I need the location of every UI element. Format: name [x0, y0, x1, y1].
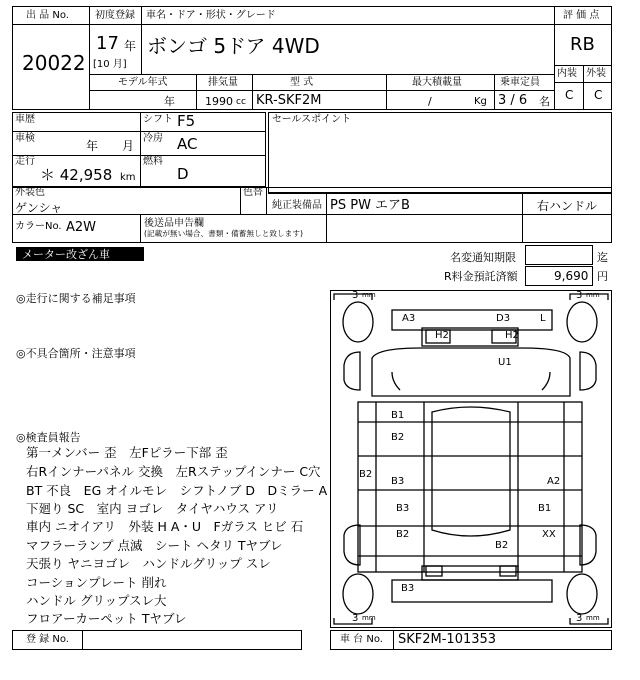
fuel-value: D	[177, 165, 189, 183]
inspector-line: マフラーランプ 点滅 シート ヘタリ Tヤブレ	[26, 538, 283, 553]
color-change-label: 色替	[243, 187, 263, 198]
reg-declared-label: 後送品申告欄	[144, 218, 204, 229]
damage-code: H2	[435, 330, 449, 341]
damage-code: A2	[547, 476, 561, 487]
name-change-box	[525, 245, 593, 265]
reg-no-label: 登 録 No.	[26, 634, 69, 645]
load-unit: Kg	[474, 96, 487, 107]
mileage-value: ＊ 42,958	[40, 166, 113, 184]
defect-label: ◎不具合箇所・注意事項	[16, 347, 136, 360]
inspector-line: 天張り ヤニヨゴレ ハンドルグリップ スレ	[26, 556, 271, 571]
fuel-label: 燃料	[143, 156, 163, 167]
inspector-label: ◎検査員報告	[16, 431, 81, 444]
load-label: 最大積載量	[412, 77, 462, 88]
shift-label: シフト	[143, 114, 173, 125]
inspector-line: フロアーカーペット Tヤブレ	[26, 611, 187, 626]
tire-bl-tread: 3	[352, 613, 359, 624]
genuine-equip-label: 純正装備品	[272, 200, 322, 211]
eval-label: 評 価 点	[563, 10, 600, 21]
inspector-line: 第一メンバー 歪 左Fピラー下部 歪	[26, 445, 228, 460]
damage-code: D3	[496, 313, 511, 324]
interior-label: 内装	[557, 68, 577, 79]
damage-code: B1	[538, 503, 552, 514]
inspector-line: 下廻り SC 室内 ヨゴレ タイヤハウス アリ	[26, 501, 279, 516]
name-label: 車名・ドア・形状・グレード	[146, 10, 276, 21]
ac-label: 冷房	[143, 133, 163, 144]
name-change-unit: 迄	[597, 251, 608, 264]
inspector-line: BT 不良 EG オイルモレ シフトノブ D Dミラー A	[26, 483, 328, 498]
type-label: 型 式	[290, 77, 314, 88]
car-name: ボンゴ 5ドア 4WD	[147, 34, 320, 58]
displacement: 1990	[205, 95, 233, 108]
damage-code: L	[540, 313, 546, 324]
recycle-unit: 円	[597, 270, 608, 283]
chassis-label: 車 台 No.	[340, 634, 383, 645]
shift-value: F5	[177, 112, 196, 130]
inspector-line: 車内 ニオイアリ 外装 H A・U Fガラス ヒビ 石	[26, 519, 304, 534]
name-change-label: 名変通知期限	[450, 251, 516, 264]
damage-code: B2	[495, 540, 509, 551]
mileage-label: 走行	[15, 156, 35, 167]
capacity-label: 乗車定員	[500, 77, 540, 88]
tire-tl-unit: mm	[362, 291, 376, 299]
recycle-amount: 9,690	[554, 269, 589, 283]
inspection-label: 車検	[15, 133, 35, 144]
inspector-line: 右Rインナーパネル 交換 左Rステップインナー C穴	[26, 464, 321, 479]
chassis-number: SKF2M-101353	[398, 632, 497, 647]
mileage-unit: km	[120, 172, 136, 183]
car-outline-diagram	[330, 290, 612, 628]
color-no-value: A2W	[66, 220, 97, 235]
interior-grade: C	[565, 88, 574, 102]
damage-code: A3	[402, 313, 416, 324]
capacity-value: 3 / 6	[498, 93, 528, 108]
load-sep: /	[428, 95, 432, 108]
color-no-label: カラーNo.	[15, 221, 62, 232]
damage-code: B3	[391, 476, 405, 487]
inspection-month: 月	[122, 139, 135, 153]
first-reg-year: 17	[96, 33, 119, 54]
capacity-unit: 名	[539, 95, 550, 108]
exterior-color-label: 外装色	[15, 187, 45, 198]
tire-tr-tread: 3	[576, 290, 583, 301]
model-year-unit: 年	[164, 95, 175, 108]
first-reg-label: 初度登録	[95, 10, 135, 21]
supplement-label: ◎走行に関する補足事項	[16, 292, 136, 305]
exterior-label: 外装	[586, 68, 606, 79]
lot-label: 出 品 No.	[26, 10, 69, 21]
sales-point-label: セールスポイント	[272, 114, 352, 125]
damage-code: B1	[391, 410, 405, 421]
damage-code: B3	[401, 583, 415, 594]
damage-code: H2	[505, 330, 519, 341]
damage-code: B2	[396, 529, 410, 540]
ac-value: AC	[177, 135, 198, 153]
displacement-label: 排気量	[208, 77, 238, 88]
tire-br-tread: 3	[576, 613, 583, 624]
cc-unit: cc	[236, 97, 246, 107]
exterior-color-value: ゲンシャ	[15, 201, 63, 215]
tire-tr-unit: mm	[586, 291, 600, 299]
inspector-line: ハンドル グリップスレ大	[26, 593, 167, 608]
damage-code: B2	[359, 469, 373, 480]
type-value: KR-SKF2M	[256, 93, 322, 108]
tire-bl-unit: mm	[362, 614, 376, 622]
damage-code: U1	[498, 357, 512, 368]
damage-code: XX	[542, 529, 556, 540]
tamper-badge: メーター改ざん車	[16, 247, 144, 261]
inspector-line: コーションプレート 削れ	[26, 575, 167, 590]
lot-number: 20022	[22, 51, 86, 75]
reg-declared-note: (記載が無い場合、書類・備蓄無しと致します)	[144, 230, 303, 239]
exterior-grade: C	[594, 88, 603, 102]
tire-br-unit: mm	[586, 614, 600, 622]
tire-tl-tread: 3	[352, 290, 359, 301]
damage-code: B2	[391, 432, 405, 443]
eval-score: RB	[570, 34, 595, 55]
model-year-label: モデル年式	[118, 77, 168, 88]
inspection-year: 年	[86, 139, 99, 153]
damage-code: B3	[396, 503, 410, 514]
genuine-equip-value: PS PW エアB	[330, 198, 410, 213]
history-label: 車歴	[15, 114, 35, 125]
steering-value: 右ハンドル	[537, 199, 598, 213]
recycle-label: R料金預託済額	[444, 270, 518, 283]
first-reg-month: [10 月]	[93, 59, 127, 70]
year-unit: 年	[124, 39, 137, 53]
